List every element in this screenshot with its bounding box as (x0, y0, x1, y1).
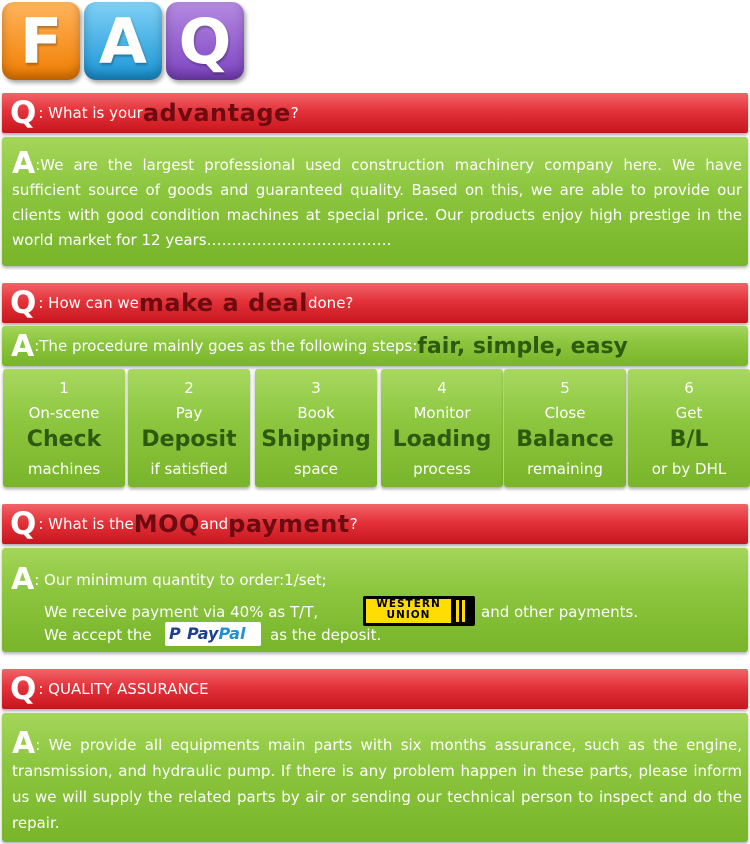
answer-paragraph (12, 146, 742, 253)
answer-text: :We are the largest professional used construction machinery company here. We have sufficient source of goods and guaranteed quality. Based on this, we are able to provide our clients with good condition machines at special price. Our products enjoy high prestige in the world market for 12 years………………………………. (12, 156, 742, 249)
question-bar-advantage (2, 93, 748, 133)
deposit-line-prefix: We accept the (44, 626, 152, 644)
answer-paragraph (12, 726, 742, 836)
step-6 (628, 369, 750, 487)
step-number: 6 (684, 379, 694, 397)
question-bar-quality (2, 669, 748, 709)
step-bottom: space (293, 460, 338, 478)
answer-box-deal (2, 326, 748, 366)
step-top: Close (544, 404, 586, 422)
step-1 (3, 369, 125, 487)
answer-letter: A (12, 146, 36, 181)
western-union-logo (363, 596, 475, 626)
answer-letter: A (11, 328, 35, 364)
answer-letter: A (11, 562, 35, 597)
step-number: 3 (311, 379, 321, 397)
faq-letter-a: A (84, 2, 162, 80)
answer-box-quality (2, 713, 748, 842)
step-bottom: process (413, 460, 471, 478)
question-letter: Q (10, 506, 37, 542)
question-bar-moq (2, 504, 748, 544)
step-top: Monitor (413, 404, 471, 422)
step-main: B/L (669, 427, 709, 452)
question-suffix: ? (349, 515, 358, 533)
answer-emphasis: fair, simple, easy (417, 333, 628, 359)
payment-line-suffix: and other payments. (481, 603, 639, 621)
faq-letter-q: Q (166, 2, 244, 80)
question-emphasis: make a deal (138, 289, 308, 317)
step-main: Loading (392, 427, 492, 452)
question-suffix: ? (290, 104, 299, 122)
wu-line2: UNION (386, 609, 431, 621)
step-top: Get (675, 404, 703, 422)
step-top: On-scene (28, 404, 100, 422)
question-emphasis-payment: payment (228, 510, 350, 538)
step-number: 5 (560, 379, 570, 397)
step-4 (381, 369, 503, 487)
step-top: Book (297, 404, 335, 422)
step-bottom: remaining (527, 460, 603, 478)
step-main: Shipping (261, 427, 371, 452)
question-bar-deal (2, 283, 748, 323)
moq-text: : Our minimum quantity to order:1/set; (34, 571, 327, 589)
wu-bar (456, 600, 459, 622)
faq-letter-f: F (2, 2, 80, 80)
question-letter: Q (10, 95, 37, 131)
paypal-pay: Pay (187, 624, 219, 643)
paypal-p-icon: P (169, 624, 181, 643)
question-text: : What is your (38, 104, 143, 122)
paypal-pal: Pal (218, 624, 246, 643)
question-text: : What is the (38, 515, 134, 533)
answer-text: :The procedure mainly goes as the following steps: (34, 337, 418, 355)
question-suffix: done? (307, 294, 354, 312)
question-letter: Q (10, 671, 37, 707)
western-union-wordmark (366, 599, 451, 623)
step-2 (128, 369, 250, 487)
answer-text: : We provide all equipments main parts with six months assurance, such as the engine, transmission, and hydraulic pump. If there is any problem happen in these parts, please inform us we will supply the related parts by air or sending our technical person to inspect and do the repair. (12, 736, 742, 832)
question-letter: Q (10, 285, 37, 321)
wu-bar (462, 600, 465, 622)
step-top: Pay (175, 404, 203, 422)
question-mid: and (199, 515, 229, 533)
step-main: Check (26, 427, 102, 452)
wu-line1: WESTERN (376, 598, 441, 610)
step-bottom: or by DHL (651, 460, 727, 478)
step-3 (255, 369, 377, 487)
question-emphasis-moq: MOQ (133, 510, 200, 538)
moq-line (11, 562, 327, 597)
paypal-logo (165, 622, 261, 646)
step-number: 4 (437, 379, 447, 397)
question-text: : QUALITY ASSURANCE (38, 680, 209, 698)
step-number: 1 (59, 379, 69, 397)
step-5 (504, 369, 626, 487)
answer-box-advantage (2, 137, 748, 266)
step-bottom: if satisfied (150, 460, 228, 478)
step-number: 2 (184, 379, 194, 397)
payment-line-prefix: We receive payment via 40% as T/T, (44, 603, 319, 621)
question-text: : How can we (38, 294, 139, 312)
answer-letter: A (12, 726, 36, 761)
step-bottom: machines (27, 460, 101, 478)
step-main: Balance (516, 427, 614, 452)
step-main: Deposit (141, 427, 237, 452)
deposit-line-suffix: as the deposit. (270, 626, 382, 644)
question-emphasis: advantage (142, 99, 291, 127)
